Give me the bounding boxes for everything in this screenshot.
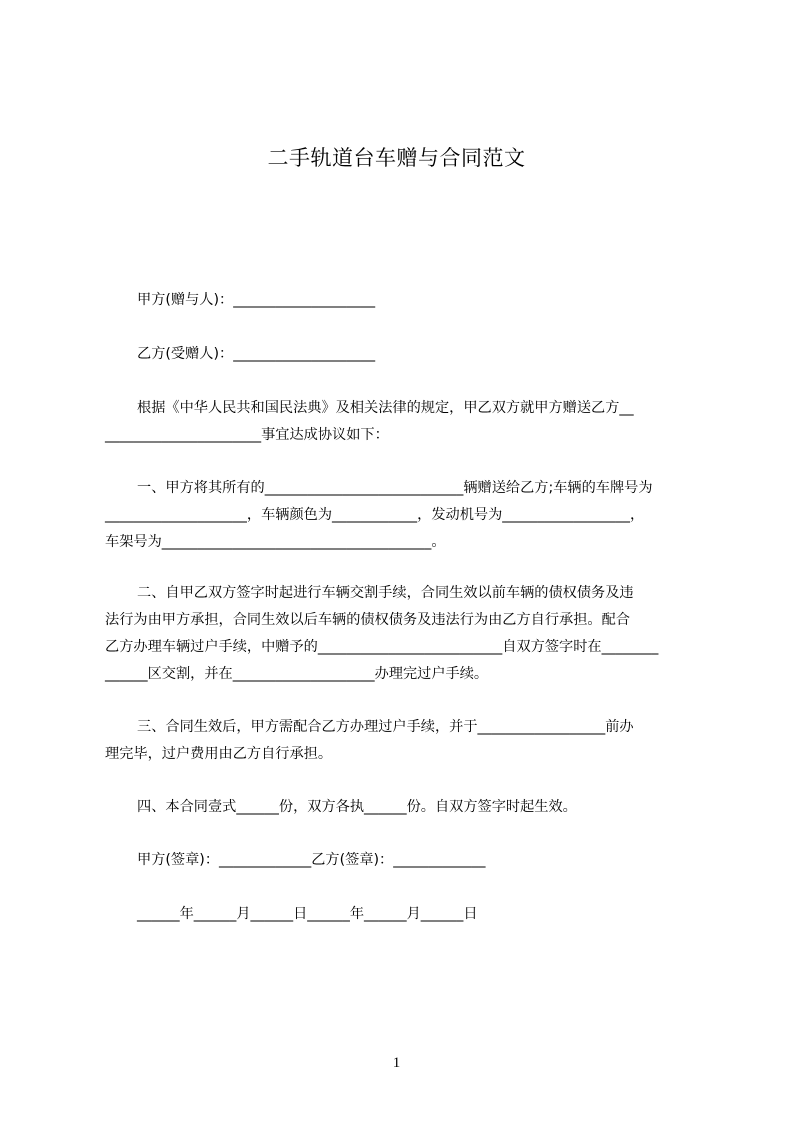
signature-line: 甲方(签章)：_____________乙方(签章)：_____________ bbox=[137, 852, 486, 868]
clause-4-line: 四、本合同壹式______份，双方各执______份。自双方签字时起生效。 bbox=[137, 799, 577, 815]
clause-1-line-3: 车架号为______________________________________。 bbox=[105, 534, 446, 550]
party-a-line: 甲方(赠与人)：____________________ bbox=[137, 292, 376, 308]
preamble-line-1: 根据《中华人民共和国民法典》及相关法律的规定，甲乙双方就甲方赠送乙方__ bbox=[137, 400, 634, 416]
preamble-line-2: ______________________事宜达成协议如下： bbox=[105, 427, 389, 443]
clause-2-line-1: 二、自甲乙双方签字时起进行车辆交割手续，合同生效以前车辆的债权债务及违 bbox=[137, 585, 634, 601]
clause-3-line-2: 理完毕，过户费用由乙方自行承担。 bbox=[105, 746, 333, 762]
document-title: 二手轨道台车赠与合同范文 bbox=[267, 146, 526, 170]
clause-2-line-4: ______区交割，并在____________________办理完过户手续。 bbox=[105, 666, 489, 682]
date-line: ______年______月______日______年______月______日 bbox=[137, 906, 478, 922]
page-number: 1 bbox=[392, 1055, 401, 1071]
clause-2-line-2: 法行为由甲方承担，合同生效以后车辆的债权债务及违法行为由乙方自行承担。配合 bbox=[105, 612, 630, 628]
party-b-line: 乙方(受赠人)：____________________ bbox=[137, 346, 376, 362]
clause-1-line-2: ____________________，车辆颜色为____________，发动机号为__________________， bbox=[105, 507, 645, 523]
clause-2-line-3: 乙方办理车辆过户手续，中赠予的__________________________自双方签字时在________ bbox=[105, 639, 659, 655]
clause-3-line-1: 三、合同生效后，甲方需配合乙方办理过户手续，并于__________________前办 bbox=[137, 719, 634, 735]
clause-1-line-1: 一、甲方将其所有的____________________________辆赠送给乙方;车辆的车牌号为 bbox=[137, 480, 653, 496]
